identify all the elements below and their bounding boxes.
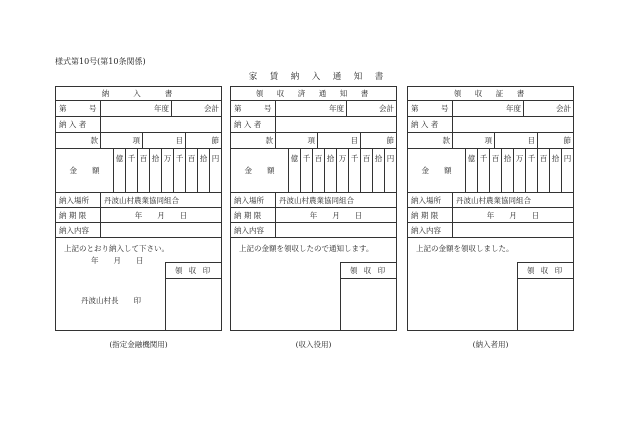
stamp-box [517, 262, 573, 330]
payer-field[interactable] [100, 117, 221, 132]
footer-label: (指定金融機関用) [109, 340, 168, 349]
digit-label: 億 [465, 149, 477, 168]
digit-label: 百 [489, 149, 501, 168]
kou-label: 項 [275, 133, 317, 148]
place-value: 丹波山村農業協同組合 [100, 193, 221, 207]
amount-digit-boxes[interactable] [113, 168, 221, 192]
deadline-label: 納 期 限 [234, 210, 262, 220]
amount-label: 金 額 [69, 166, 100, 175]
place-label: 納入場所 [234, 195, 264, 205]
panel-receipt-notice [230, 86, 397, 331]
content-label: 納入内容 [234, 225, 264, 235]
panel-header: 納 入 書 [101, 89, 176, 98]
deadline-value: 年 月 日 [275, 208, 396, 222]
place-value: 丹波山村農業協同組合 [452, 193, 573, 207]
digit-label: 百 [537, 149, 549, 168]
form-id: 様式第10号(第10条関係) [55, 57, 146, 66]
stamp-label: 領 収 印 [341, 263, 396, 279]
kou-label: 項 [452, 133, 494, 148]
payer-label: 納 入 者 [234, 120, 262, 129]
content-field[interactable] [275, 223, 396, 237]
amount-label: 金 額 [244, 166, 275, 175]
digit-label: 拾 [324, 149, 336, 168]
panel-header: 領 収 済 通 知 書 [255, 89, 372, 98]
panel-note: 上記の金額を領収したので通知します。 [239, 244, 374, 253]
digit-label: 百 [360, 149, 372, 168]
digit-label: 億 [113, 149, 125, 168]
stamp-box [340, 262, 396, 330]
main-title: 家 賃 納 入 通 知 書 [248, 72, 386, 82]
digit-label: 千 [173, 149, 185, 168]
account-label: 会計 [346, 101, 396, 116]
digit-label: 拾 [372, 149, 384, 168]
digit-label: 百 [312, 149, 324, 168]
fiscal-year-label: 年度 [100, 101, 171, 116]
digit-label: 拾 [501, 149, 513, 168]
kan-label: 款 [90, 136, 98, 145]
digit-label: 千 [125, 149, 137, 168]
deadline-label: 納 期 限 [411, 210, 439, 220]
content-label: 納入内容 [59, 225, 89, 235]
place-label: 納入場所 [59, 195, 89, 205]
signer: 丹波山村長 印 [81, 296, 141, 305]
digit-label: 億 [288, 149, 300, 168]
digit-label: 万 [513, 149, 525, 168]
kan-label: 款 [265, 136, 273, 145]
digit-label: 拾 [197, 149, 209, 168]
setsu-label: 節 [360, 133, 396, 148]
number-label: 第 号 [411, 104, 449, 113]
digit-label: 拾 [549, 149, 561, 168]
digit-header [288, 149, 396, 168]
payer-field[interactable] [275, 117, 396, 132]
amount-digit-boxes[interactable] [465, 168, 573, 192]
deadline-label: 納 期 限 [59, 210, 87, 220]
digit-label: 円 [384, 149, 396, 168]
kou-label: 項 [100, 133, 142, 148]
digit-label: 百 [137, 149, 149, 168]
panel-receipt [407, 86, 574, 331]
moku-label: 目 [142, 133, 185, 148]
kan-label: 款 [442, 136, 450, 145]
payer-label: 納 入 者 [411, 120, 439, 129]
footer-label: (納入者用) [472, 340, 509, 349]
content-field[interactable] [452, 223, 573, 237]
stamp-box [165, 262, 221, 330]
amount-digit-boxes[interactable] [288, 168, 396, 192]
digit-label: 千 [348, 149, 360, 168]
content-field[interactable] [100, 223, 221, 237]
panel-header: 領 収 証 書 [453, 89, 528, 98]
stamp-label: 領 収 印 [518, 263, 573, 279]
notice-date: 年 月 日 [91, 256, 144, 265]
panel-payment-slip [55, 86, 222, 331]
digit-label: 円 [209, 149, 221, 168]
moku-label: 目 [494, 133, 537, 148]
place-label: 納入場所 [411, 195, 441, 205]
payer-field[interactable] [452, 117, 573, 132]
digit-label: 円 [561, 149, 573, 168]
setsu-label: 節 [537, 133, 573, 148]
panel-note: 上記のとおり納入して下さい。 [64, 244, 169, 253]
digit-label: 千 [300, 149, 312, 168]
digit-header [465, 149, 573, 168]
digit-label: 百 [185, 149, 197, 168]
footer-label: (収入役用) [295, 340, 332, 349]
account-label: 会計 [523, 101, 573, 116]
panel-note: 上記の金額を領収しました。 [416, 244, 514, 253]
account-label: 会計 [171, 101, 221, 116]
deadline-value: 年 月 日 [452, 208, 573, 222]
number-label: 第 号 [234, 104, 272, 113]
digit-label: 万 [161, 149, 173, 168]
digit-label: 万 [336, 149, 348, 168]
payer-label: 納 入 者 [59, 120, 87, 129]
setsu-label: 節 [185, 133, 221, 148]
stamp-label: 領 収 印 [166, 263, 221, 279]
number-label: 第 号 [59, 104, 97, 113]
digit-label: 拾 [149, 149, 161, 168]
amount-label: 金 額 [421, 166, 452, 175]
fiscal-year-label: 年度 [452, 101, 523, 116]
digit-label: 千 [477, 149, 489, 168]
content-label: 納入内容 [411, 225, 441, 235]
place-value: 丹波山村農業協同組合 [275, 193, 396, 207]
fiscal-year-label: 年度 [275, 101, 346, 116]
digit-label: 千 [525, 149, 537, 168]
deadline-value: 年 月 日 [100, 208, 221, 222]
moku-label: 目 [317, 133, 360, 148]
digit-header [113, 149, 221, 168]
